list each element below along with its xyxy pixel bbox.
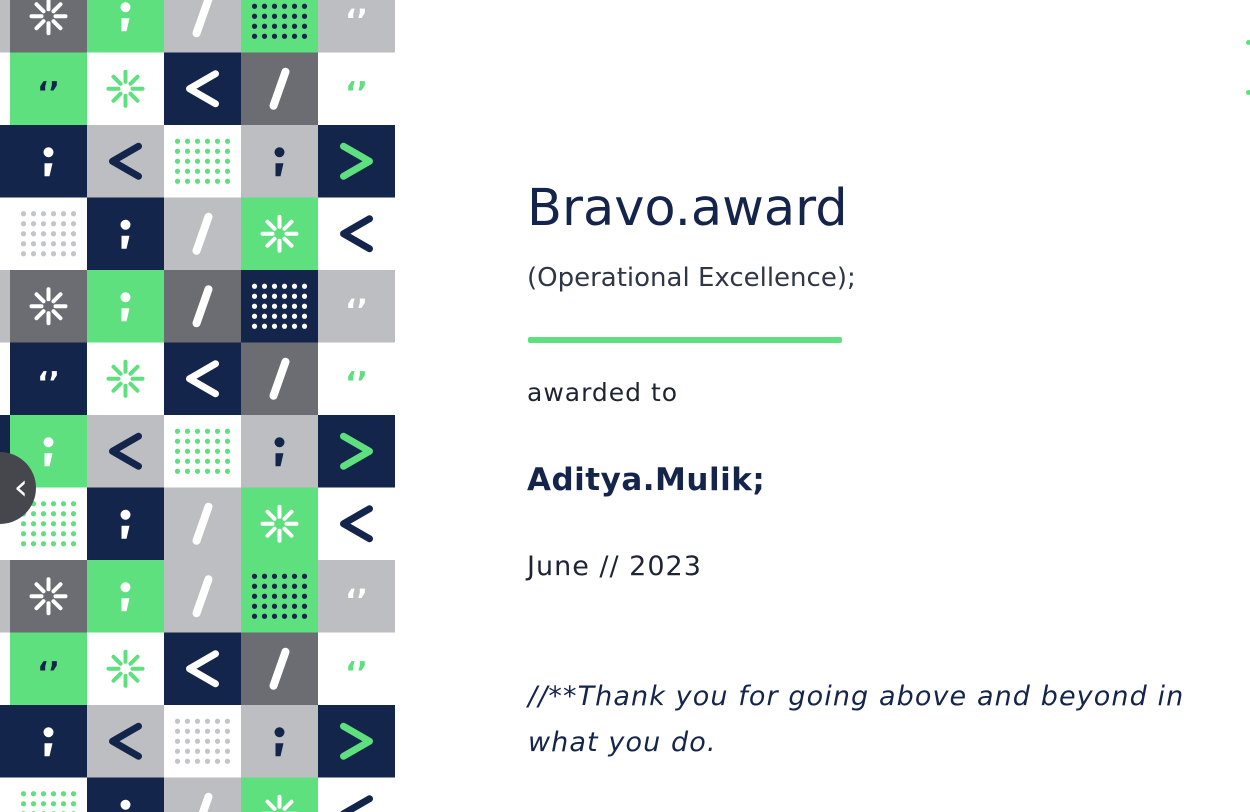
award-category: (Operational Excellence); [527, 263, 856, 293]
pattern-tile [318, 705, 395, 778]
pattern-tile [164, 125, 241, 198]
semicolon-icon [121, 582, 131, 592]
pattern-tile [164, 343, 241, 416]
quotes-icon: ‘’ [345, 75, 368, 111]
quotes-icon: ‘’ [345, 365, 368, 401]
pattern-tile [241, 560, 318, 633]
pattern-tile [164, 778, 241, 812]
pattern-tile [318, 560, 395, 633]
semicolon-icon [121, 800, 131, 810]
pattern-tile [10, 778, 87, 812]
semicolon-icon [121, 292, 131, 302]
semicolon-icon [44, 437, 54, 447]
semicolon-icon [275, 147, 285, 157]
semicolon-icon [44, 727, 54, 737]
pattern-tile [241, 633, 318, 706]
pattern-tile [164, 198, 241, 271]
pattern-edge-sliver [0, 0, 10, 53]
chevron-left-icon: ‹ [13, 467, 28, 508]
pattern-tile [10, 125, 87, 198]
pattern-tile [10, 198, 87, 271]
pattern-tile [241, 125, 318, 198]
pattern-tile [10, 560, 87, 633]
awarded-to-label: awarded to [527, 378, 679, 407]
semicolon-icon [121, 2, 131, 12]
pattern-edge-sliver [0, 778, 10, 812]
quotes-icon: ‘’ [37, 655, 60, 691]
pattern-tile [87, 560, 164, 633]
pattern-tile [10, 633, 87, 706]
pattern-tile [87, 198, 164, 271]
pattern-tile [318, 198, 395, 271]
pattern-tile [241, 198, 318, 271]
semicolon-icon [44, 147, 54, 157]
quotes-icon: ‘’ [37, 75, 60, 111]
award-date: June // 2023 [527, 551, 702, 582]
pattern-tile [318, 270, 395, 343]
message-line-1: //**Thank you for going above and beyond in [528, 681, 1185, 712]
pattern-tile [318, 53, 395, 126]
pattern-tile [87, 415, 164, 488]
pattern-tile [87, 0, 164, 53]
pattern-tile [241, 415, 318, 488]
pattern-tile [10, 0, 87, 53]
pattern-edge-sliver [0, 560, 10, 633]
pattern-tile [164, 705, 241, 778]
pattern-tile [87, 270, 164, 343]
pattern-tile [164, 53, 241, 126]
pattern-edge-sliver [0, 125, 10, 198]
decorative-code-pattern [0, 0, 396, 812]
pattern-edge-sliver [0, 343, 10, 416]
award-title: Bravo.award [527, 179, 848, 238]
pattern-tile [10, 343, 87, 416]
pattern-tile [241, 778, 318, 812]
quotes-icon: ‘’ [345, 583, 368, 619]
message-line-2: what you do. [528, 727, 717, 758]
pattern-edge-sliver [0, 633, 10, 706]
pattern-edge-sliver [0, 53, 10, 126]
title-divider [528, 337, 842, 343]
pattern-tile [318, 343, 395, 416]
pattern-tile [87, 705, 164, 778]
pattern-tile [164, 488, 241, 561]
pattern-tile [318, 0, 395, 53]
pattern-tile [10, 705, 87, 778]
quotes-icon: ‘’ [345, 655, 368, 691]
pattern-tile [87, 488, 164, 561]
pattern-edge-sliver [0, 705, 10, 778]
pattern-tile [241, 488, 318, 561]
pattern-tile [87, 125, 164, 198]
pattern-tile [318, 415, 395, 488]
quotes-icon: ‘’ [37, 365, 60, 401]
quotes-icon: ‘’ [345, 3, 368, 39]
pattern-tile [318, 633, 395, 706]
thank-you-message [528, 674, 1248, 766]
pattern-tile [87, 53, 164, 126]
pattern-tile [87, 633, 164, 706]
semicolon-icon [275, 727, 285, 737]
pattern-tile [241, 705, 318, 778]
pattern-tile [164, 0, 241, 53]
pattern-tile [241, 0, 318, 53]
pattern-tile [10, 53, 87, 126]
code-tile-mosaic [0, 0, 396, 812]
semicolon-icon [121, 510, 131, 520]
pattern-tile [87, 778, 164, 812]
pattern-edge-sliver [0, 270, 10, 343]
semicolon-icon [121, 220, 131, 230]
pattern-tile [164, 560, 241, 633]
recipient-name: Aditya.Mulik; [527, 462, 766, 498]
pattern-tile [318, 488, 395, 561]
pattern-tile [241, 53, 318, 126]
decorative-dot [1246, 90, 1250, 95]
pattern-tile [318, 778, 395, 812]
pattern-tile [164, 415, 241, 488]
pattern-tile [164, 633, 241, 706]
pattern-tile [241, 270, 318, 343]
quotes-icon: ‘’ [345, 293, 368, 329]
semicolon-icon [275, 437, 285, 447]
pattern-tile [164, 270, 241, 343]
pattern-tile [318, 125, 395, 198]
pattern-edge-sliver [0, 198, 10, 271]
pattern-tile [87, 343, 164, 416]
decorative-dot [1246, 40, 1250, 45]
pattern-tile [10, 270, 87, 343]
pattern-tile [241, 343, 318, 416]
